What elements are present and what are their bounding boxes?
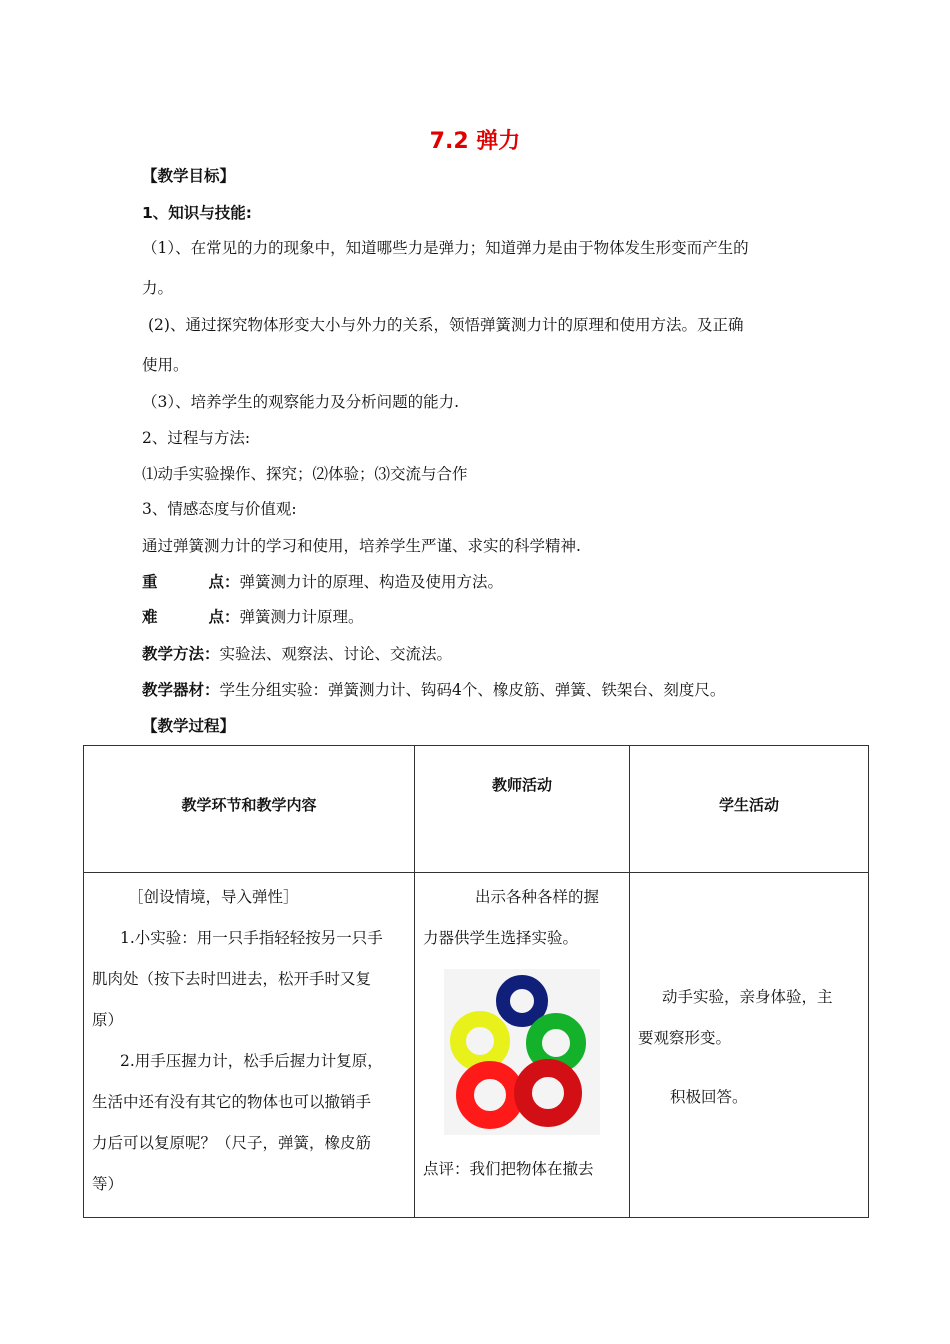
content-line: 力后可以复原呢？（尺子，弹簧，橡皮筋 bbox=[92, 1134, 372, 1152]
section2-heading: 2、过程与方法: bbox=[142, 429, 251, 447]
section1-item1-line2: 力。 bbox=[142, 279, 174, 297]
process-table bbox=[83, 745, 869, 1218]
key-point-text: 弹簧测力计的原理、构造及使用方法。 bbox=[239, 573, 504, 591]
content-line: 生活中还有没有其它的物体也可以撤销手 bbox=[92, 1093, 372, 1111]
content-line: 等） bbox=[92, 1175, 124, 1193]
section1-item3: （3）、培养学生的观察能力及分析问题的能力. bbox=[142, 393, 460, 411]
method-row bbox=[142, 642, 452, 664]
header-cell-content bbox=[84, 746, 415, 873]
student-line: 积极回答。 bbox=[670, 1088, 748, 1106]
teacher-line: 点评：我们把物体在撤去 bbox=[423, 1160, 594, 1178]
header-teacher: 教师活动 bbox=[491, 776, 552, 794]
process-heading: 【教学过程】 bbox=[142, 717, 236, 735]
section1-item2-line2: 使用。 bbox=[142, 356, 189, 374]
content-line: 1.小实验：用一只手指轻轻按另一只手 bbox=[120, 929, 383, 947]
section1-heading: 1、知识与技能: bbox=[142, 204, 252, 222]
page-title: 7.2 弹力 bbox=[429, 129, 521, 154]
content-line: 肌肉处（按下去时凹进去，松开手时又复 bbox=[92, 970, 372, 988]
section3-heading: 3、情感态度与价值观: bbox=[142, 500, 297, 518]
key-point-row bbox=[142, 570, 503, 592]
student-line: 动手实验，亲身体验，主 bbox=[662, 988, 833, 1006]
content-line: 2.用手压握力计，松手后握力计复原， bbox=[120, 1052, 383, 1070]
equipment-row bbox=[142, 678, 725, 700]
content-cell bbox=[84, 873, 415, 1218]
difficulty-label bbox=[142, 605, 224, 627]
key-point-colon: ： bbox=[224, 573, 240, 591]
grip-rings-photo bbox=[444, 969, 600, 1135]
method-text: 实验法、观察法、讨论、交流法。 bbox=[219, 645, 453, 663]
key-point-label-a: 重 bbox=[142, 573, 158, 591]
teacher-line: 力器供学生选择实验。 bbox=[423, 929, 579, 947]
content-line: 原） bbox=[92, 1011, 124, 1029]
equipment-label: 教学器材： bbox=[142, 681, 220, 699]
difficulty-label-b: 点 bbox=[208, 608, 224, 626]
equipment-text: 学生分组实验：弹簧测力计、钩码4个、橡皮筋、弹簧、铁架台、刻度尺。 bbox=[219, 681, 726, 699]
header-cell-student bbox=[630, 746, 869, 873]
key-point-label-b: 点 bbox=[208, 573, 224, 591]
header-content: 教学环节和教学内容 bbox=[181, 796, 317, 814]
section2-content: ⑴动手实验操作、探究；⑵体验；⑶交流与合作 bbox=[142, 465, 468, 483]
difficulty-label-a: 难 bbox=[142, 608, 158, 626]
difficulty-text: 弹簧测力计原理。 bbox=[239, 608, 364, 626]
teacher-cell bbox=[415, 873, 630, 1218]
section1-item2-line1: (2)、通过探究物体形变大小与外力的关系，领悟弹簧测力计的原理和使用方法。及正确 bbox=[148, 316, 744, 334]
table-header-row bbox=[84, 746, 869, 873]
header-cell-teacher bbox=[415, 746, 630, 873]
objectives-heading: 【教学目标】 bbox=[142, 167, 236, 185]
method-label: 教学方法： bbox=[142, 645, 220, 663]
section3-content: 通过弹簧测力计的学习和使用，培养学生严谨、求实的科学精神. bbox=[142, 537, 581, 555]
key-point-label bbox=[142, 570, 224, 592]
difficulty-colon: ： bbox=[224, 608, 240, 626]
student-cell bbox=[630, 873, 869, 1218]
table-row bbox=[84, 873, 869, 1218]
header-student: 学生活动 bbox=[718, 796, 779, 814]
content-line: ［创设情境，导入弹性］ bbox=[128, 888, 299, 906]
student-line: 要观察形变。 bbox=[638, 1029, 732, 1047]
difficulty-row bbox=[142, 605, 364, 627]
section1-item1-line1: （1）、在常见的力的现象中，知道哪些力是弹力；知道弹力是由于物体发生形变而产生的 bbox=[142, 239, 749, 257]
teacher-line: 出示各种各样的握 bbox=[475, 888, 600, 906]
